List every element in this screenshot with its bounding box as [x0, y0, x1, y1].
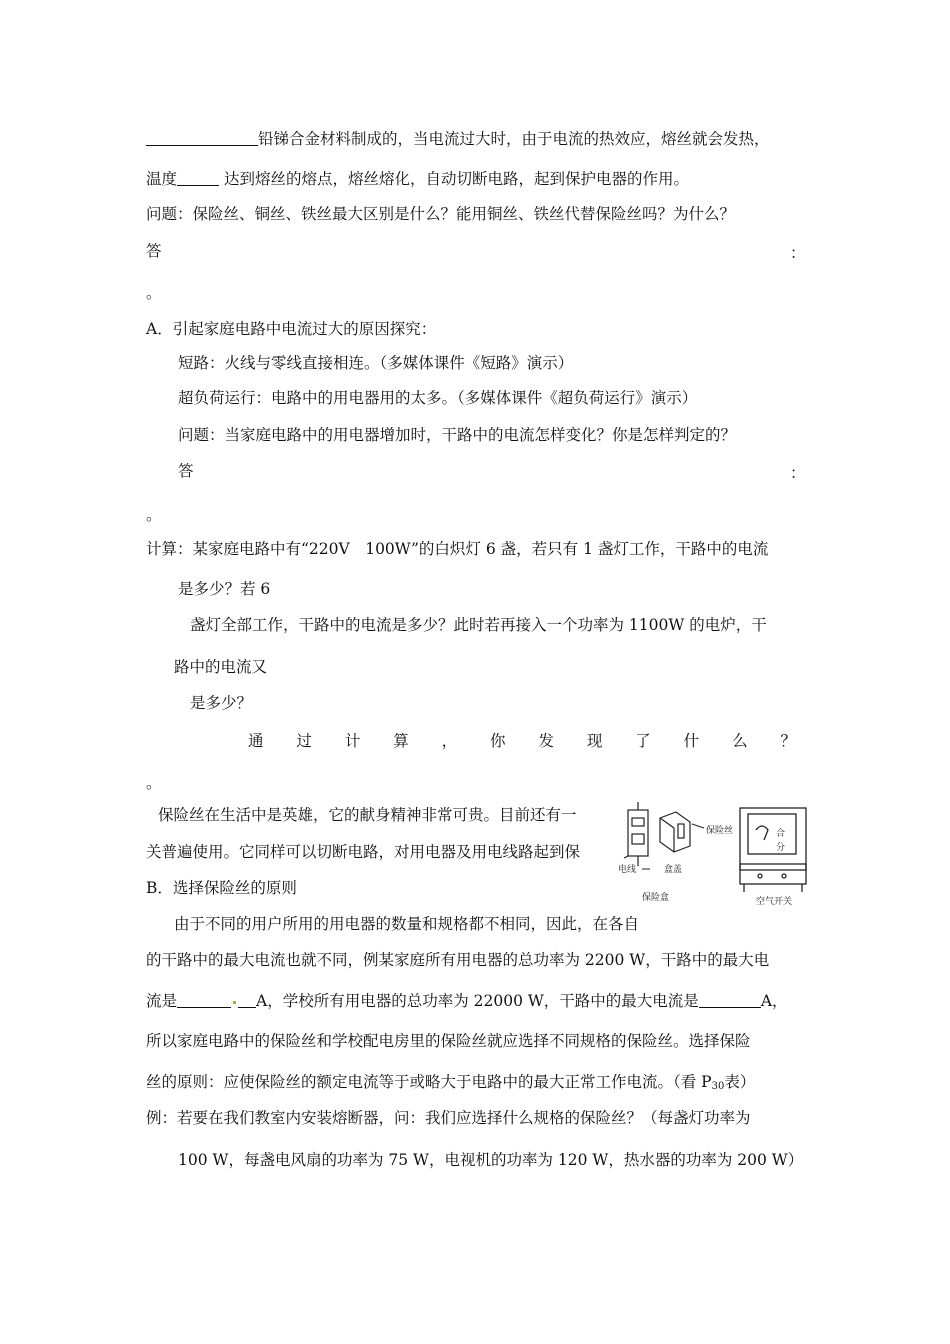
hero-line-1: 保险丝在生活中是英雄，它的献身精神非常可贵。目前还有一 — [158, 806, 577, 824]
fuse-cover-icon — [660, 812, 690, 852]
text: 温度 — [146, 170, 178, 188]
char: 发 — [538, 732, 554, 750]
air-switch-icon — [740, 808, 806, 892]
answer-colon: ： — [790, 464, 806, 482]
text: 流是 — [146, 992, 178, 1010]
calc-line-2: 是多少？若 6 — [178, 580, 271, 598]
short-circuit-line: 短路：火线与零线直接相连。（多媒体课件《短路》演示） — [178, 354, 574, 372]
text: A，学校所有用电器的总功率为 22000 W，干路中的最大电流是 — [256, 992, 699, 1010]
principle-line-5 — [146, 1071, 755, 1098]
discovery-question — [248, 730, 796, 752]
page-subscript: 30 — [711, 1081, 725, 1092]
overload-line: 超负荷运行：电路中的用电器用的太多。（多媒体课件《超负荷运行》演示） — [178, 389, 698, 407]
text: A， — [760, 992, 788, 1010]
fill-blank — [238, 991, 256, 1008]
char: 通 — [248, 732, 264, 750]
label-off: 分 — [776, 843, 786, 853]
fill-blank — [699, 991, 761, 1008]
label-on: 合 — [776, 829, 786, 839]
fuse-box-and-breaker-figure — [616, 800, 816, 910]
char: 了 — [635, 732, 651, 750]
answer-label: 答 — [146, 242, 162, 260]
char: 什 — [683, 732, 700, 750]
calc-line-1: 计算：某家庭电路中有“220V 100W”的白炽灯 6 盏，若只有 1 盏灯工作，干路中的电流 — [146, 540, 769, 558]
example-line-1: 例：若要在我们教室内安装熔断器，问：我们应选择什么规格的保险丝？（每盏灯功率为 — [146, 1109, 751, 1127]
char: ， — [441, 732, 458, 750]
fuse-box-icon — [624, 802, 648, 866]
mark-dot — [233, 1001, 236, 1004]
section-a-heading: A．引起家庭电路中电流过大的原因探究： — [146, 320, 437, 338]
section-b-heading: B．选择保险丝的原则 — [146, 879, 297, 897]
answer-period: 。 — [146, 284, 162, 302]
question-current-change: 问题：当家庭电路中的用电器增加时，干路中的电流怎样变化？你是怎样判定的？ — [178, 426, 737, 444]
char: 算 — [393, 732, 409, 750]
discovery-period: 。 — [146, 774, 162, 792]
text: 丝的原则：应使保险丝的额定电流等于或略大于电路中的最大正常工作电流。（看 P — [146, 1073, 712, 1091]
text: 铅锑合金材料制成的，当电流过大时，由于电流的热效应，熔丝就会发热， — [258, 130, 770, 148]
calc-line-3: 盏灯全部工作，干路中的电流是多少？此时若再接入一个功率为 1100W 的电炉，干 — [190, 616, 767, 634]
principle-line-3 — [146, 990, 788, 1012]
text: 达到熔丝的熔点，熔丝熔化，自动切断电路，起到保护电器的作用。 — [219, 170, 689, 188]
line-temperature — [146, 168, 689, 190]
line-fuse-material — [146, 128, 770, 150]
fill-blank — [177, 991, 231, 1008]
label-cover: 盒盖 — [664, 865, 683, 875]
fill-blank — [177, 169, 219, 186]
calc-line-5: 是多少？ — [190, 694, 253, 712]
principle-line-4: 所以家庭电路中的保险丝和学校配电房里的保险丝就应选择不同规格的保险丝。选择保险 — [146, 1032, 751, 1050]
text: 表） — [724, 1073, 756, 1091]
example-line-2: 100 W，每盏电风扇的功率为 75 W，电视机的功率为 120 W，热水器的功率为 200 W） — [178, 1151, 804, 1169]
char: 么 — [732, 732, 748, 750]
calc-line-4: 路中的电流又 — [174, 658, 268, 676]
answer-period: 。 — [146, 506, 162, 524]
char: ？ — [780, 732, 796, 750]
char: 现 — [586, 732, 603, 750]
char: 过 — [296, 732, 312, 750]
answer-colon: ： — [790, 244, 806, 262]
char: 你 — [490, 732, 506, 750]
label-fuse-box: 保险盒 — [642, 893, 670, 903]
char: 计 — [344, 732, 361, 750]
question-fuse-vs-copper: 问题：保险丝、铜丝、铁丝最大区别是什么？能用铜丝、铁丝代替保险丝吗？为什么？ — [146, 205, 736, 223]
principle-line-1: 由于不同的用户所用的用电器的数量和规格都不相同，因此，在各自 — [174, 915, 640, 933]
label-wire: 电线 — [618, 865, 637, 875]
answer-label: 答 — [178, 462, 194, 480]
hero-line-2: 关普遍使用。它同样可以切断电路，对用电器及用电线路起到保 — [146, 843, 581, 861]
label-air-switch: 空气开关 — [756, 897, 793, 907]
fill-blank — [146, 129, 258, 146]
principle-line-2: 的干路中的最大电流也就不同，例某家庭所有用电器的总功率为 2200 W，干路中的最大电 — [146, 951, 770, 969]
label-fuse: 保险丝 — [706, 826, 734, 836]
